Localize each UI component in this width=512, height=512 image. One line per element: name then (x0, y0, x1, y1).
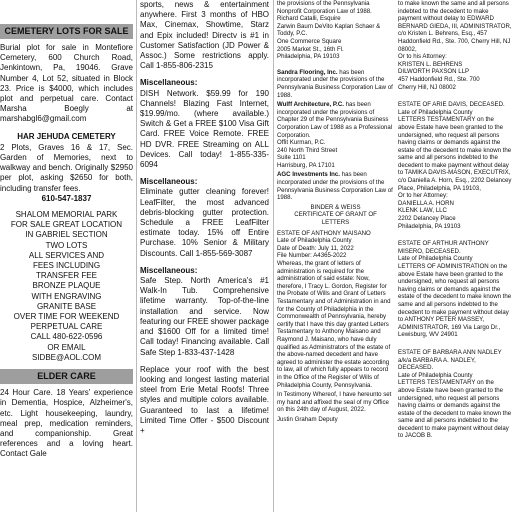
elder-care-heading: ELDER CARE (0, 369, 133, 384)
erie-roof-ad: Replace your roof with the best looking and longest lasting material steel from Erie Metal Roofs! Three styles and multiple colors available. Guaranteed to last a lifetime! Limited Time Offer - $500 Discount + (140, 364, 269, 435)
shalom-ad-line: GRANITE BASE (36, 301, 97, 311)
company-name: AGC Investments Inc. (277, 171, 340, 179)
column-estate-notices (398, 0, 512, 512)
column-divider (136, 0, 137, 512)
misc-heading: Miscellaneous: (140, 78, 198, 88)
column-legal-notices (277, 0, 394, 512)
shalom-ad-line: SHALOM MEMORIAL PARK (15, 210, 118, 220)
maisano-heading-line: ESTATE OF ANTHONY MAISANO (277, 229, 371, 237)
shalom-ad-line: OVER TIME FOR WEEKEND (13, 312, 120, 322)
maisano-witness: In Testimony Whereof, I have hereunto set my hand and affixed the seal of my Office on this 24th day of August, 2022. (277, 391, 392, 414)
nadley-estate-notice: ESTATE OF BARBARA ANN NADLEY a/k/a BARBARA A. NADLEY, DECEASED. Late of Philadelphia County LETTERS TESTAMENTARY on the above Estate have been granted to the undersigned, who request all persons having claims or demands against the estate of the decedent to make known the same and all persons indebted to the decedent to make payment without delay to JACOB B. (398, 348, 512, 440)
notice-text: has been incorporated under the provisions of the Pennsylvania Business Corporation Law of 1988. (277, 68, 393, 99)
misero-estate-notice: ESTATE OF ARTHUR ANTHONY MISERO, DECEASED. Late of Philadelphia County LETTERS OF ADMINISTRATION on the above Estate have been granted to the undersigned, who request all persons having claims or demands against the estate of the decedent to make known the same and all persons indebted to the decedent to make payment without delay to ANTHONY PETER MASSEY, ADMINISTRATOR, 169 Via Largo Dr., Lewisburg, WV 24901 (398, 240, 512, 339)
shalom-ad-line: FEES INCLUDING (32, 261, 101, 271)
leaffilter-ad: Eliminate gutter cleaning forever! LeafFilter, the most advanced debris-blocking gutter protection. Schedule a FREE LeafFilter estimate today. 15% off Entire Purchase. 10% Senior & Military Discounts. Call 1-855-569-3087 (140, 187, 269, 258)
gieda-estate-notice: to make known the same and all persons indebted to the decedent to make payment without delay to EDWARD BERNARD GIEDA, III, ADMINISTRATOR, c/o Kristen L. Behrens, Esq., 457 Haddonfield Rd., Ste. 700, Cherry Hill, NJ 08002, Or to his Attorney: KRISTEN L. BEHRENS DILWORTH PAXSON LLP 457 Haddonfield Rd., Ste. 700 Cherry Hill, NJ 08002 (398, 0, 512, 91)
binder-weiss-heading (277, 204, 394, 227)
shalom-ad-line: CALL 480-622-0596 (30, 332, 103, 342)
directv-ad: sports, news & entertainment anywhere. First 3 months of HBO Max, Cinemax, Showtime, Starz and Epix included! Directv is #1 in Customer Satisfaction (JD Power & Assoc.) Some restrictions apply. Call 1-855-806-2315 (140, 0, 269, 71)
nonprofit-notice: the provisions of the Pennsylvania Nonprofit Corporation Law of 1988. Richard Catalli, Esquire Zarwin Baum DeVito Kaplan Schaer & Toddy, P.C. One Commerce Square 2005 Market St., 16th Fl. Philadelphia, PA 19103 (277, 0, 381, 61)
company-name: Wulff Architecture, P.C. (277, 101, 344, 109)
shalom-ad-line: ALL SERVICES AND (28, 250, 105, 260)
binder-heading-line: BINDER & WEISS (310, 203, 361, 211)
safe-step-ad: Safe Step. North America's #1 Walk-In Tub. Comprehensive lifetime warranty. Top-of-the-line installation and service. Now featuring our FREE shower package and $1600 Off for a limited time! Call today! Financing available. Call Safe Step 1-833-437-1428 (140, 276, 269, 357)
column-classifieds (0, 0, 133, 512)
column-divider (273, 0, 274, 512)
har-jehuda-phone: 610-547-1837 (41, 193, 92, 203)
shalom-ad-line: TRANSFER FEE (36, 271, 97, 281)
maisano-body: Whereas, the grant of letters of administration is required for the administration of said estate: Now, therefore, I Tracy L. Gordon, Register for the Probate of Wills and Grant of Letters Testamentary and of Administration in and for the County of Philadelphia in the Commonwealth of Pennsylvania, hereby certify that I have this day granted Letters Testamentary to Anthony Maisano and Raymond J. Maisano, who have duly qualified as Administrators of the estate of the above-named decedent and have agreed to administer the estate according to law, all of which fully appears to record in the Office of the Register of Wills of Philadelphia County, Pennsylvania. (277, 260, 391, 389)
davis-estate-notice: ESTATE OF ARIE DAVIS, DECEASED. Late of Philadelphia County LETTERS TESTAMENTARY on the above Estate have been granted to the undersigned, who request all persons having claims or demands against the estate of the decedent to make known the same and all persons indebted to the decedent to make payment without delay to TAMIKA DAVIS-MASON, EXECUTRIX, c/o Daniella A. Horn, Esq., 2202 Delancey Place, Philadelphia, PA 19103, Or to her Attorney: DANIELLA A. HORN KLENK LAW, LLC 2202 Delancey Place Philadelphia, PA 19103 (398, 101, 512, 230)
wulff-notice (277, 101, 394, 169)
har-jehuda-title: HAR JEHUDA CEMETERY (17, 131, 116, 141)
column-miscellaneous (140, 0, 269, 512)
shalom-ad-line: TWO LOTS (45, 240, 88, 250)
maisano-heading-line: Late of Philadelphia County (277, 237, 352, 245)
elder-care-ad: 24 Hour Care. 18 Years' experience in Dementia, Hospice, Alzheimer's, etc. Light housekeeping, laundry, meal prep, medication reminders, and companionship. Great references and a loving heart. Contact Gale (0, 388, 133, 459)
misc-heading: Miscellaneous: (140, 265, 198, 275)
shalom-ad-line: IN GABRIEL SECTION (25, 230, 108, 240)
har-jehuda-body: 2 Plots, Graves 16 & 17, Sec. Garden of Memories, next to walkway and bench. Originally $2950 per plot, asking $2650 for both, including transfer fees. (0, 142, 133, 193)
burial-plot-ad: Burial plot for sale in Montefiore Cemetery, 600 Church Road, Jenkintown, Pa, 19046. Grave Number 4, Lot 52, situated in Block 23. Price is $4000, which includes plot and perpetual care. Contact Marsha Boegly at marshabgl6@gmail.com (0, 43, 133, 124)
notice-text: has been incorporated under the provisions of Chapter 29 of the Pennsylvania Business Corporation Law of 1988 as a Professional Corporation. Offit Kurman, P.C. 240 North Third Street Suite 1101 Harrisburg, PA 17101 (277, 101, 393, 169)
shalom-ad-line: SIDBE@AOL.COM (31, 352, 102, 362)
shalom-ad-line: PERPETUAL CARE (30, 322, 103, 332)
misc-heading: Miscellaneous: (140, 177, 198, 187)
maisano-heading-line: File Number: A4365-2022 (277, 252, 347, 260)
notice-text: has been incorporated under the provisions of the Pennsylvania Business Corporation Law of 1988. (277, 171, 393, 202)
agc-notice (277, 171, 394, 201)
maisano-estate-heading (277, 230, 394, 260)
dish-ad: DISH Network. $59.99 for 190 Channels! Blazing Fast Internet, $19.99/mo. (where available.) Switch & Get a FREE $100 Visa Gift Card. FREE Voice Remote. FREE HD DVR. FREE Streaming on ALL Devices. Call today! 1-855-335-6094 (140, 88, 269, 170)
shalom-ad-line: FOR SALE GREAT LOCATION (10, 220, 123, 230)
binder-heading-line: CERTIFICATE OF GRANT OF (294, 211, 377, 219)
company-name: Sandra Flooring, Inc. (277, 68, 338, 76)
cemetery-lots-heading: CEMETERY LOTS FOR SALE (0, 24, 133, 39)
binder-heading-line: LETTERS (321, 219, 350, 227)
maisano-signature: Justin Graham Deputy (277, 415, 338, 423)
sandra-flooring-notice (277, 69, 394, 99)
shalom-memorial-ad (0, 210, 133, 363)
shalom-ad-line: BRONZE PLAQUE (32, 281, 101, 291)
shalom-ad-line: OR EMAIL (47, 342, 86, 352)
shalom-ad-line: WITH ENGRAVING (31, 291, 102, 301)
maisano-heading-line: Date of Death: July 11, 2022 (277, 244, 354, 252)
